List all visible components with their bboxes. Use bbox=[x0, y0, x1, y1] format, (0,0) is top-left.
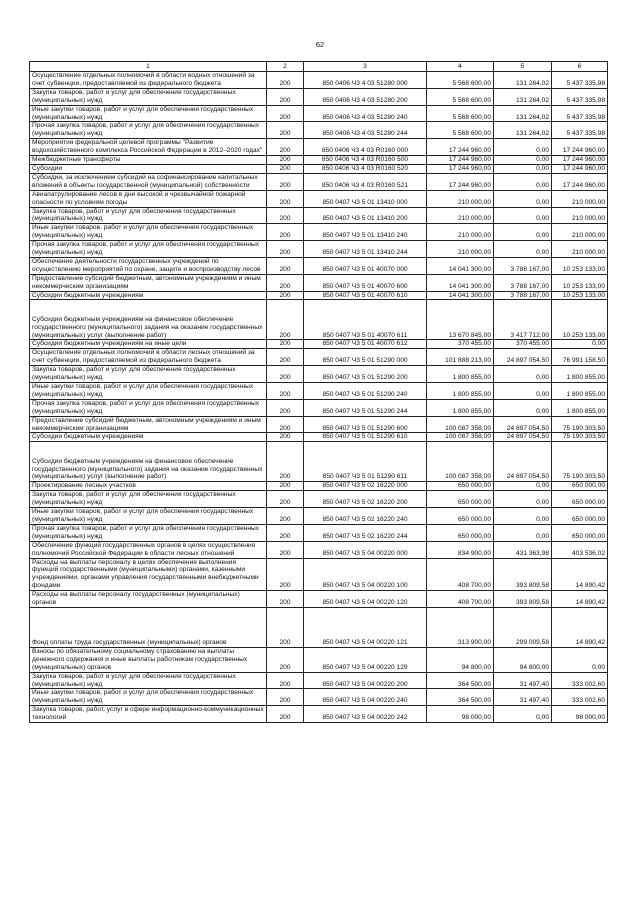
table-row bbox=[30, 207, 608, 224]
table-row bbox=[30, 442, 608, 482]
row-value-approved: 17 244 960,00 bbox=[427, 164, 494, 173]
row-value-approved: 834 900,00 bbox=[427, 541, 494, 558]
row-name: Субсидии бюджетным учреждениям на финансовое обеспечение государственного (муниципального) задания на оказание государственных (муниципальных) услуг (выполнение работ) bbox=[30, 300, 267, 340]
row-name: Иные закупки товаров, работ и услуг для обеспечения государственных (муниципальных) нужд bbox=[30, 105, 267, 122]
table-row bbox=[30, 482, 608, 491]
row-value-executed: 299 009,58 bbox=[494, 607, 552, 647]
row-value-approved: 100 087 358,00 bbox=[427, 442, 494, 482]
row-name: Прочая закупка товаров, работ и услуг для обеспечения государственных (муниципальных) нужд bbox=[30, 524, 267, 541]
table-row bbox=[30, 366, 608, 383]
row-code: 200 bbox=[267, 241, 304, 258]
row-value-remaining: 650 000,00 bbox=[552, 482, 608, 491]
row-value-executed: 131 264,02 bbox=[494, 122, 552, 139]
row-classification-code: 850 0407 Ч3 5 04 00220 200 bbox=[304, 672, 427, 689]
row-value-executed: 0,00 bbox=[494, 491, 552, 508]
row-code: 200 bbox=[267, 689, 304, 706]
row-value-remaining: 210 000,00 bbox=[552, 190, 608, 207]
row-name: Прочая закупка товаров, работ и услуг для обеспечения государственных (муниципальных) нужд bbox=[30, 122, 267, 139]
row-classification-code: 850 0407 Ч3 5 04 00220 100 bbox=[304, 558, 427, 591]
row-value-executed: 131 264,02 bbox=[494, 88, 552, 105]
row-classification-code: 850 0406 Ч3 4 03 R0160 520 bbox=[304, 164, 427, 173]
row-value-executed: 31 497,40 bbox=[494, 672, 552, 689]
row-value-executed: 0,00 bbox=[494, 139, 552, 156]
row-name: Субсидии bbox=[30, 164, 267, 173]
row-name: Фонд оплаты труда государственных (муниципальных) органов bbox=[30, 607, 267, 647]
row-name: Предоставление субсидий бюджетным, автономным учреждениям и иным некоммерческим организациям bbox=[30, 274, 267, 291]
row-classification-code: 850 0407 Ч3 5 01 40070 600 bbox=[304, 274, 427, 291]
table-row bbox=[30, 156, 608, 165]
row-value-remaining: 5 437 335,98 bbox=[552, 72, 608, 89]
row-value-executed: 0,00 bbox=[494, 482, 552, 491]
row-value-remaining: 1 800 855,00 bbox=[552, 383, 608, 400]
row-value-remaining: 17 244 960,00 bbox=[552, 139, 608, 156]
row-value-executed: 3 788 167,00 bbox=[494, 291, 552, 300]
row-value-executed: 94 800,00 bbox=[494, 647, 552, 672]
row-value-remaining: 650 000,00 bbox=[552, 508, 608, 525]
row-name: Проектирование лесных участков bbox=[30, 482, 267, 491]
row-name: Субсидии бюджетным учреждениям на финансовое обеспечение государственного (муниципального) задания на оказание государственных (муниципальных) услуг (выполнение работ) bbox=[30, 442, 267, 482]
row-value-approved: 210 000,00 bbox=[427, 224, 494, 241]
row-name: Иные закупки товаров, работ и услуг для обеспечения государственных (муниципальных) нужд bbox=[30, 224, 267, 241]
column-header: 4 bbox=[427, 62, 494, 72]
row-value-approved: 370 455,00 bbox=[427, 340, 494, 349]
row-code: 200 bbox=[267, 508, 304, 525]
table-row bbox=[30, 591, 608, 608]
row-value-remaining: 14 890,42 bbox=[552, 558, 608, 591]
row-classification-code: 850 0407 Ч3 5 01 51290 000 bbox=[304, 349, 427, 366]
row-value-executed: 0,00 bbox=[494, 173, 552, 190]
row-value-executed: 431 363,98 bbox=[494, 541, 552, 558]
row-value-executed: 370 455,00 bbox=[494, 340, 552, 349]
row-value-executed: 0,00 bbox=[494, 190, 552, 207]
row-classification-code: 850 0407 Ч3 5 01 51290 611 bbox=[304, 442, 427, 482]
row-code: 200 bbox=[267, 383, 304, 400]
table-row bbox=[30, 241, 608, 258]
row-classification-code: 850 0407 Ч3 5 01 51290 600 bbox=[304, 416, 427, 433]
row-name: Закупка товаров, работ и услуг для обеспечения государственных (муниципальных) нужд bbox=[30, 207, 267, 224]
row-code: 200 bbox=[267, 139, 304, 156]
row-code: 200 bbox=[267, 416, 304, 433]
row-value-approved: 17 244 960,00 bbox=[427, 173, 494, 190]
table-row bbox=[30, 433, 608, 442]
row-code: 200 bbox=[267, 607, 304, 647]
row-value-approved: 650 000,00 bbox=[427, 482, 494, 491]
row-value-executed: 0,00 bbox=[494, 156, 552, 165]
table-row bbox=[30, 164, 608, 173]
row-classification-code: 850 0407 Ч3 5 04 00220 240 bbox=[304, 689, 427, 706]
row-name: Субсидии бюджетным учреждениям на иные цели bbox=[30, 340, 267, 349]
row-value-remaining: 5 437 335,98 bbox=[552, 105, 608, 122]
row-code: 200 bbox=[267, 591, 304, 608]
row-value-approved: 1 800 855,00 bbox=[427, 366, 494, 383]
row-value-remaining: 75 190 303,50 bbox=[552, 433, 608, 442]
row-code: 200 bbox=[267, 291, 304, 300]
row-classification-code: 850 0406 Ч3 4 03 51280 000 bbox=[304, 72, 427, 89]
row-name: Прочая закупка товаров, работ и услуг для обеспечения государственных (муниципальных) нужд bbox=[30, 241, 267, 258]
row-value-remaining: 403 536,02 bbox=[552, 541, 608, 558]
row-value-executed: 0,00 bbox=[494, 207, 552, 224]
table-row bbox=[30, 122, 608, 139]
row-name: Взносы по обязательному социальному страхованию на выплаты денежного содержания и иные выплаты работникам государственных (муниципальных) органов bbox=[30, 647, 267, 672]
row-code: 200 bbox=[267, 340, 304, 349]
row-classification-code: 850 0407 Ч3 5 01 13410 000 bbox=[304, 190, 427, 207]
row-value-remaining: 10 253 133,00 bbox=[552, 257, 608, 274]
row-classification-code: 850 0407 Ч3 5 01 13410 244 bbox=[304, 241, 427, 258]
row-classification-code: 850 0407 Ч3 5 04 00220 129 bbox=[304, 647, 427, 672]
row-name: Закупка товаров, работ и услуг для обеспечения государственных (муниципальных) нужд bbox=[30, 672, 267, 689]
row-value-approved: 101 888 213,00 bbox=[427, 349, 494, 366]
row-value-remaining: 17 244 960,00 bbox=[552, 156, 608, 165]
row-classification-code: 850 0407 Ч3 5 02 16220 200 bbox=[304, 491, 427, 508]
row-name: Расходы на выплаты персоналу в целях обеспечения выполнения функций государственными (муниципальными) органами, казенными учреждениями, органами управления государственными внебюджетными фондами bbox=[30, 558, 267, 591]
row-classification-code: 850 0407 Ч3 5 01 40070 610 bbox=[304, 291, 427, 300]
row-name: Субсидии бюджетным учреждениям bbox=[30, 433, 267, 442]
table-row bbox=[30, 190, 608, 207]
row-classification-code: 850 0407 Ч3 5 01 40070 612 bbox=[304, 340, 427, 349]
row-value-approved: 5 568 600,00 bbox=[427, 72, 494, 89]
row-value-executed: 3 417 712,00 bbox=[494, 300, 552, 340]
row-classification-code: 850 0407 Ч3 5 01 51290 240 bbox=[304, 383, 427, 400]
row-value-executed: 0,00 bbox=[494, 706, 552, 723]
row-classification-code: 850 0406 Ч3 4 03 R0160 521 bbox=[304, 173, 427, 190]
row-classification-code: 850 0406 Ч3 4 03 R0160 000 bbox=[304, 139, 427, 156]
row-classification-code: 850 0407 Ч3 5 04 00220 242 bbox=[304, 706, 427, 723]
row-value-executed: 0,00 bbox=[494, 366, 552, 383]
table-header-row bbox=[30, 62, 608, 72]
row-value-approved: 14 041 300,00 bbox=[427, 291, 494, 300]
row-classification-code: 850 0407 Ч3 5 01 40070 000 bbox=[304, 257, 427, 274]
page-number: 62 bbox=[315, 40, 325, 49]
row-value-remaining: 5 437 335,98 bbox=[552, 88, 608, 105]
table-row bbox=[30, 88, 608, 105]
row-value-remaining: 0,00 bbox=[552, 647, 608, 672]
row-name: Иные закупки товаров, работ и услуг для обеспечения государственных (муниципальных) нужд bbox=[30, 383, 267, 400]
row-code: 200 bbox=[267, 257, 304, 274]
table-row bbox=[30, 524, 608, 541]
row-code: 200 bbox=[267, 433, 304, 442]
table-row bbox=[30, 706, 608, 723]
row-value-approved: 313 900,00 bbox=[427, 607, 494, 647]
row-classification-code: 850 0406 Ч3 4 03 R0160 500 bbox=[304, 156, 427, 165]
row-name: Обеспечение функций государственных органов в целях осуществления полномочий Российской Федерации в области лесных отношений bbox=[30, 541, 267, 558]
row-name: Закупка товаров, работ и услуг для обеспечения государственных (муниципальных) нужд bbox=[30, 366, 267, 383]
table-row bbox=[30, 689, 608, 706]
row-value-remaining: 17 244 960,00 bbox=[552, 164, 608, 173]
row-value-approved: 210 000,00 bbox=[427, 241, 494, 258]
row-value-approved: 408 700,00 bbox=[427, 558, 494, 591]
row-code: 200 bbox=[267, 541, 304, 558]
row-value-executed: 131 264,02 bbox=[494, 72, 552, 89]
table-row bbox=[30, 541, 608, 558]
row-name: Авиапатрулирование лесов в дни высокой и чрезвычайной пожарной опасности по условиям погоды bbox=[30, 190, 267, 207]
row-value-approved: 210 000,00 bbox=[427, 207, 494, 224]
row-value-approved: 98 000,00 bbox=[427, 706, 494, 723]
row-value-executed: 393 809,58 bbox=[494, 591, 552, 608]
row-code: 200 bbox=[267, 706, 304, 723]
row-value-executed: 0,00 bbox=[494, 241, 552, 258]
row-value-remaining: 1 800 855,00 bbox=[552, 366, 608, 383]
row-value-executed: 3 788 167,00 bbox=[494, 257, 552, 274]
row-name: Прочая закупка товаров, работ и услуг для обеспечения государственных (муниципальных) нужд bbox=[30, 399, 267, 416]
table-row bbox=[30, 491, 608, 508]
row-code: 200 bbox=[267, 482, 304, 491]
row-value-approved: 100 087 358,00 bbox=[427, 416, 494, 433]
table-row bbox=[30, 340, 608, 349]
row-value-executed: 393 809,58 bbox=[494, 558, 552, 591]
row-name: Обеспечение деятельности государственных учреждений по осуществлению мероприятий по охране, защите и воспроизводству лесов bbox=[30, 257, 267, 274]
row-classification-code: 850 0407 Ч3 5 01 13410 200 bbox=[304, 207, 427, 224]
row-value-executed: 131 264,02 bbox=[494, 105, 552, 122]
row-value-remaining: 333 002,60 bbox=[552, 672, 608, 689]
row-value-remaining: 98 000,00 bbox=[552, 706, 608, 723]
row-name: Субсидии, за исключением субсидий на софинансирование капитальных вложений в объекты государственной (муниципальной) собственности bbox=[30, 173, 267, 190]
row-value-remaining: 75 190 303,50 bbox=[552, 416, 608, 433]
table-row bbox=[30, 508, 608, 525]
row-code: 200 bbox=[267, 524, 304, 541]
table-row bbox=[30, 300, 608, 340]
column-header: 6 bbox=[552, 62, 608, 72]
row-value-executed: 31 497,40 bbox=[494, 689, 552, 706]
row-value-approved: 650 000,00 bbox=[427, 508, 494, 525]
row-value-approved: 364 500,00 bbox=[427, 672, 494, 689]
row-value-approved: 650 000,00 bbox=[427, 491, 494, 508]
row-value-approved: 17 244 960,00 bbox=[427, 139, 494, 156]
row-value-executed: 0,00 bbox=[494, 224, 552, 241]
column-header: 3 bbox=[304, 62, 427, 72]
row-code: 200 bbox=[267, 207, 304, 224]
row-value-approved: 408 700,00 bbox=[427, 591, 494, 608]
row-code: 200 bbox=[267, 173, 304, 190]
row-value-approved: 5 568 600,00 bbox=[427, 105, 494, 122]
row-value-remaining: 1 800 855,00 bbox=[552, 399, 608, 416]
row-value-approved: 1 800 855,00 bbox=[427, 383, 494, 400]
table-row bbox=[30, 274, 608, 291]
row-name: Субсидии бюджетным учреждениям bbox=[30, 291, 267, 300]
table-row bbox=[30, 383, 608, 400]
row-code: 200 bbox=[267, 399, 304, 416]
row-value-remaining: 14 890,42 bbox=[552, 607, 608, 647]
row-value-remaining: 5 437 335,98 bbox=[552, 122, 608, 139]
row-value-remaining: 75 190 303,50 bbox=[552, 442, 608, 482]
row-code: 200 bbox=[267, 164, 304, 173]
row-name: Закупка товаров, работ, услуг в сфере информационно-коммуникационных технологий bbox=[30, 706, 267, 723]
row-name: Осуществление отдельных полномочий в области лесных отношений за счет субвенции, предоставляемой из федерального бюджета bbox=[30, 349, 267, 366]
row-name: Предоставление субсидий бюджетным, автономным учреждениям и иным некоммерческим организациям bbox=[30, 416, 267, 433]
row-code: 200 bbox=[267, 88, 304, 105]
row-value-remaining: 650 000,00 bbox=[552, 524, 608, 541]
row-name: Мероприятия федеральной целевой программы "Развитие водохозяйственного комплекса Российской Федерации в 2012–2020 годах" bbox=[30, 139, 267, 156]
table-row bbox=[30, 291, 608, 300]
row-code: 200 bbox=[267, 647, 304, 672]
row-value-approved: 210 000,00 bbox=[427, 190, 494, 207]
row-classification-code: 850 0407 Ч3 5 04 00220 000 bbox=[304, 541, 427, 558]
row-name: Межбюджетные трансферты bbox=[30, 156, 267, 165]
row-code: 200 bbox=[267, 122, 304, 139]
row-value-executed: 24 897 054,50 bbox=[494, 349, 552, 366]
table-row bbox=[30, 257, 608, 274]
row-value-remaining: 10 253 133,00 bbox=[552, 300, 608, 340]
table-row bbox=[30, 416, 608, 433]
row-value-executed: 24 897 054,50 bbox=[494, 416, 552, 433]
row-value-approved: 5 568 600,00 bbox=[427, 122, 494, 139]
table-row bbox=[30, 105, 608, 122]
column-header: 5 bbox=[494, 62, 552, 72]
row-value-remaining: 210 000,00 bbox=[552, 224, 608, 241]
row-classification-code: 850 0407 Ч3 5 02 16220 244 bbox=[304, 524, 427, 541]
row-value-remaining: 0,00 bbox=[552, 340, 608, 349]
row-classification-code: 850 0407 Ч3 5 01 51290 610 bbox=[304, 433, 427, 442]
row-name: Закупка товаров, работ и услуг для обеспечения государственных (муниципальных) нужд bbox=[30, 88, 267, 105]
row-value-executed: 0,00 bbox=[494, 399, 552, 416]
row-value-approved: 13 670 845,00 bbox=[427, 300, 494, 340]
row-value-approved: 14 041 300,00 bbox=[427, 257, 494, 274]
row-value-remaining: 14 890,42 bbox=[552, 591, 608, 608]
table-row bbox=[30, 647, 608, 672]
row-value-executed: 24 897 054,50 bbox=[494, 433, 552, 442]
row-value-executed: 0,00 bbox=[494, 524, 552, 541]
row-classification-code: 850 0407 Ч3 5 01 13410 240 bbox=[304, 224, 427, 241]
row-name: Иные закупки товаров, работ и услуг для обеспечения государственных (муниципальных) нужд bbox=[30, 689, 267, 706]
row-value-approved: 1 800 855,00 bbox=[427, 399, 494, 416]
table-row bbox=[30, 224, 608, 241]
row-code: 200 bbox=[267, 300, 304, 340]
row-classification-code: 850 0407 Ч3 5 02 16220 240 bbox=[304, 508, 427, 525]
row-classification-code: 850 0407 Ч3 5 01 51290 200 bbox=[304, 366, 427, 383]
row-name: Осуществление отдельных полномочий в области водных отношений за счет субвенции, предоставляемой из федерального бюджета bbox=[30, 72, 267, 89]
row-code: 200 bbox=[267, 366, 304, 383]
row-value-remaining: 10 253 133,00 bbox=[552, 274, 608, 291]
row-code: 200 bbox=[267, 156, 304, 165]
table-row bbox=[30, 672, 608, 689]
row-code: 200 bbox=[267, 224, 304, 241]
column-header: 2 bbox=[267, 62, 304, 72]
row-code: 200 bbox=[267, 491, 304, 508]
row-name: Иные закупки товаров, работ и услуг для обеспечения государственных (муниципальных) нужд bbox=[30, 508, 267, 525]
row-name: Расходы на выплаты персоналу государственных (муниципальных) органов bbox=[30, 591, 267, 608]
row-code: 200 bbox=[267, 442, 304, 482]
row-classification-code: 850 0407 Ч3 5 04 00220 120 bbox=[304, 591, 427, 608]
column-header: 1 bbox=[30, 62, 267, 72]
table-row bbox=[30, 72, 608, 89]
row-classification-code: 850 0407 Ч3 5 02 16220 000 bbox=[304, 482, 427, 491]
table-row bbox=[30, 558, 608, 591]
row-code: 200 bbox=[267, 72, 304, 89]
row-value-executed: 0,00 bbox=[494, 164, 552, 173]
row-value-approved: 17 244 960,00 bbox=[427, 156, 494, 165]
row-code: 200 bbox=[267, 274, 304, 291]
row-value-remaining: 76 991 158,50 bbox=[552, 349, 608, 366]
table-row bbox=[30, 173, 608, 190]
table-row bbox=[30, 349, 608, 366]
row-value-approved: 100 087 358,00 bbox=[427, 433, 494, 442]
row-value-remaining: 10 253 133,00 bbox=[552, 291, 608, 300]
row-value-approved: 14 041 300,00 bbox=[427, 274, 494, 291]
row-value-remaining: 210 000,00 bbox=[552, 241, 608, 258]
row-value-approved: 364 500,00 bbox=[427, 689, 494, 706]
table-row bbox=[30, 607, 608, 647]
row-value-approved: 5 568 600,00 bbox=[427, 88, 494, 105]
row-name: Закупка товаров, работ и услуг для обеспечения государственных (муниципальных) нужд bbox=[30, 491, 267, 508]
row-classification-code: 850 0406 Ч3 4 03 51280 200 bbox=[304, 88, 427, 105]
row-value-executed: 3 788 167,00 bbox=[494, 274, 552, 291]
row-value-executed: 24 897 054,50 bbox=[494, 442, 552, 482]
table-row bbox=[30, 399, 608, 416]
table-row bbox=[30, 139, 608, 156]
row-classification-code: 850 0406 Ч3 4 03 51280 244 bbox=[304, 122, 427, 139]
row-code: 200 bbox=[267, 349, 304, 366]
budget-table bbox=[29, 61, 608, 723]
row-code: 200 bbox=[267, 105, 304, 122]
row-value-remaining: 333 002,60 bbox=[552, 689, 608, 706]
row-value-remaining: 210 000,00 bbox=[552, 207, 608, 224]
row-classification-code: 850 0407 Ч3 5 01 40070 611 bbox=[304, 300, 427, 340]
row-classification-code: 850 0407 Ч3 5 01 51290 244 bbox=[304, 399, 427, 416]
row-code: 200 bbox=[267, 190, 304, 207]
row-value-approved: 94 800,00 bbox=[427, 647, 494, 672]
row-code: 200 bbox=[267, 558, 304, 591]
row-classification-code: 850 0407 Ч3 5 04 00220 121 bbox=[304, 607, 427, 647]
row-value-executed: 0,00 bbox=[494, 508, 552, 525]
row-classification-code: 850 0406 Ч3 4 03 51280 240 bbox=[304, 105, 427, 122]
row-value-remaining: 17 244 960,00 bbox=[552, 173, 608, 190]
row-value-executed: 0,00 bbox=[494, 383, 552, 400]
row-value-remaining: 650 000,00 bbox=[552, 491, 608, 508]
row-value-approved: 650 000,00 bbox=[427, 524, 494, 541]
row-code: 200 bbox=[267, 672, 304, 689]
